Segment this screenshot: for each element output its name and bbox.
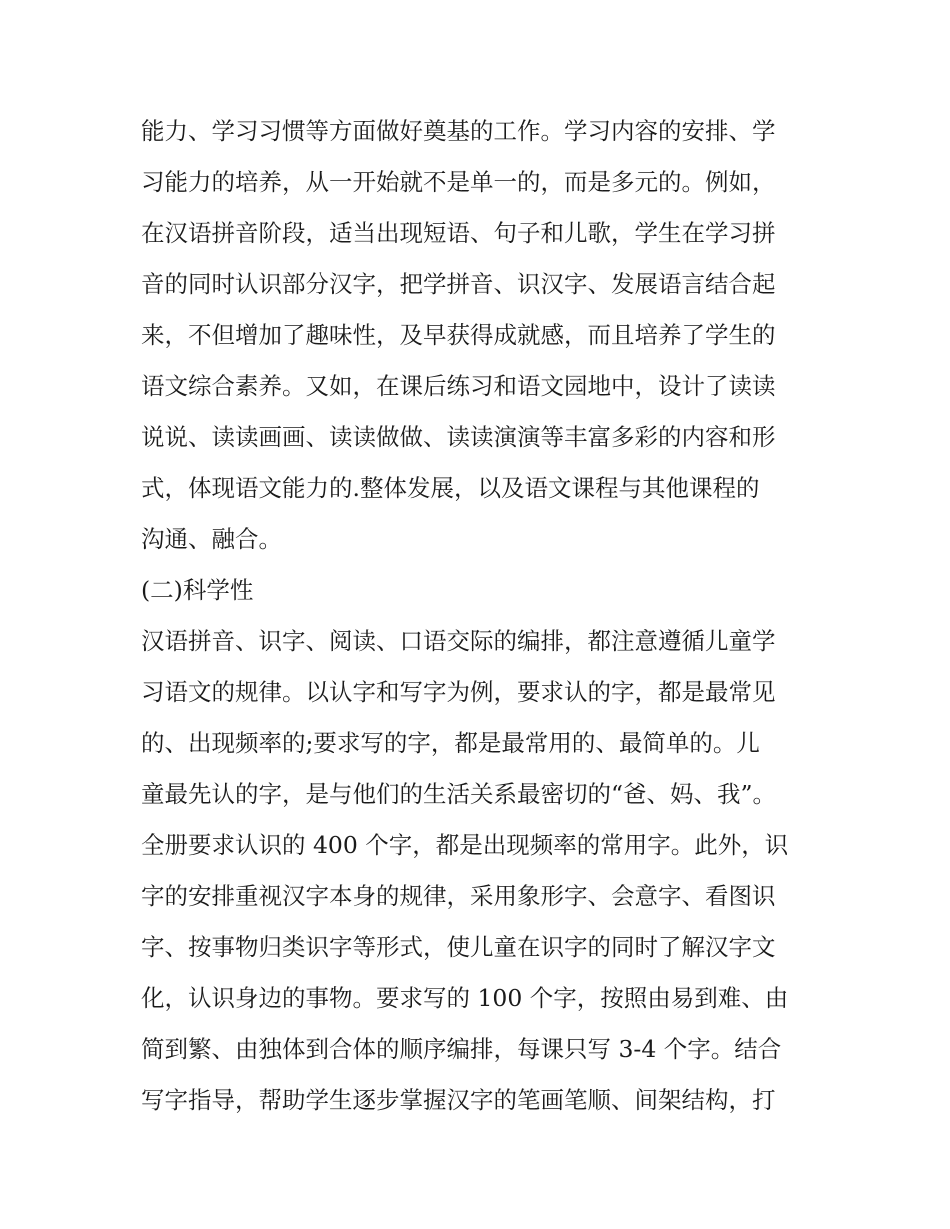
text-line-6: 语文综合素养。又如，在课后练习和语文园地中，设计了读读 [141, 372, 776, 400]
body-text [141, 106, 816, 1126]
section-heading: (二)科学性 [141, 576, 254, 604]
text-line-9: 沟通、融合。 [141, 525, 282, 553]
text-line-19: 简到繁、由独体到合体的顺序编排，每课只写 3-4 个字。结合 [141, 1035, 782, 1063]
text-line-16: 字的安排重视汉字本身的规律，采用象形字、会意字、看图识 [141, 882, 776, 910]
text-line-18: 化，认识身边的事物。要求写的 100 个字，按照由易到难、由 [141, 984, 789, 1012]
text-line-2: 习能力的培养，从一开始就不是单一的，而是多元的。例如， [141, 168, 776, 196]
text-line-15: 全册要求认识的 400 个字，都是出现频率的常用字。此外，识 [141, 831, 789, 859]
text-line-3: 在汉语拼音阶段，适当出现短语、句子和儿歌，学生在学习拼 [141, 219, 776, 247]
text-line-8: 式，体现语文能力的.整体发展，以及语文课程与其他课程的 [141, 474, 760, 502]
text-line-20: 写字指导，帮助学生逐步掌握汉字的笔画笔顺、间架结构，打 [141, 1086, 776, 1114]
text-line-12: 习语文的规律。以认字和写字为例，要求认的字，都是最常见 [141, 678, 776, 706]
text-line-13: 的、出现频率的;要求写的字，都是最常用的、最简单的。儿 [141, 729, 760, 757]
text-line-11: 汉语拼音、识字、阅读、口语交际的编排，都注意遵循儿童学 [141, 627, 776, 655]
text-line-17: 字、按事物归类识字等形式，使儿童在识字的同时了解汉字文 [141, 933, 776, 961]
text-line-5: 来，不但增加了趣味性，及早获得成就感，而且培养了学生的 [141, 321, 776, 349]
text-line-14: 童最先认的字，是与他们的生活关系最密切的“爸、妈、我”。 [141, 780, 777, 808]
text-line-7: 说说、读读画画、读读做做、读读演演等丰富多彩的内容和形 [141, 423, 776, 451]
text-line-1: 能力、学习习惯等方面做好奠基的工作。学习内容的安排、学 [141, 117, 776, 145]
text-line-4: 音的同时认识部分汉字，把学拼音、识汉字、发展语言结合起 [141, 270, 776, 298]
